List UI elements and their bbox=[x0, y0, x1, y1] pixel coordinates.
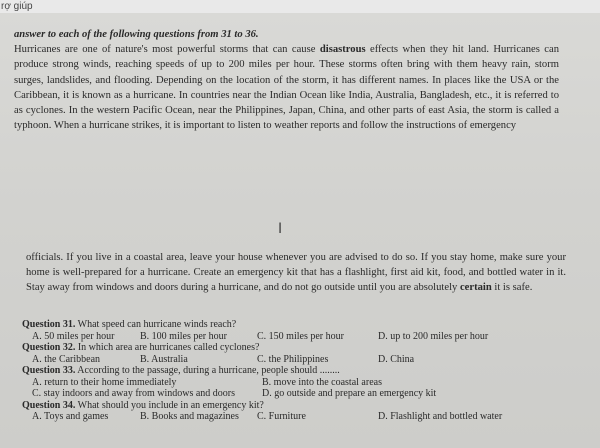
top-bar bbox=[0, 0, 600, 13]
option-b[interactable]: B. Australia bbox=[140, 353, 188, 365]
question-text: What speed can hurricane winds reach? bbox=[75, 319, 237, 330]
option-a[interactable]: A. the Caribbean bbox=[32, 353, 101, 365]
text-cursor-icon: I bbox=[278, 221, 283, 237]
options-33-row-1 bbox=[22, 377, 582, 389]
option-b[interactable]: B. 100 miles per hour bbox=[140, 330, 227, 342]
option-b[interactable]: B. Books and magazines bbox=[140, 411, 239, 422]
option-a[interactable]: A. Toys and games bbox=[32, 411, 109, 422]
passage-text: it is safe. bbox=[491, 282, 533, 294]
passage-paragraph-2 bbox=[26, 250, 566, 296]
question-32 bbox=[22, 342, 582, 354]
question-33 bbox=[22, 365, 582, 377]
option-b[interactable]: B. move into the coastal areas bbox=[262, 376, 382, 388]
passage-text: effects when they hit land. Hurricanes can produce strong winds, reaching speeds of up to 200 miles per hour. These storms often bring with them heavy rain, storm surges, landslides, and flooding. Depending on the location of the storm, it has different names. In places like the USA or the Caribbean, it is known as a hurricane. In countries near the Indian Ocean like India, Australia, Bangladesh, etc., it is referred to as cyclones. In the western Pacific Ocean, near the Philippines, Japan, China, and other parts of east Asia, the storm is called a typhoon. When a hurricane strikes, it is important to listen to weather reports and follow the instructions of emergency bbox=[14, 44, 559, 132]
passage-bold-word: certain bbox=[459, 282, 492, 294]
options-33-row-2 bbox=[22, 388, 582, 400]
question-number: Question 31. bbox=[22, 319, 76, 330]
passage-bold-word: disastrous bbox=[319, 44, 366, 56]
question-34 bbox=[22, 400, 582, 412]
question-text: According to the passage, during a hurricane, people should ........ bbox=[75, 365, 340, 376]
option-d[interactable]: D. up to 200 miles per hour bbox=[378, 330, 489, 342]
option-c[interactable]: C. Furniture bbox=[257, 411, 306, 422]
option-d[interactable]: D. China bbox=[378, 353, 415, 365]
question-number: Question 32. bbox=[22, 342, 76, 353]
question-number: Question 34. bbox=[22, 399, 76, 411]
worksheet-page bbox=[0, 13, 600, 448]
question-text: In which area are hurricanes called cyclones? bbox=[75, 342, 260, 353]
top-bar-text: rợ giúp bbox=[1, 1, 33, 12]
option-c[interactable]: C. the Philippines bbox=[257, 353, 329, 365]
instruction-heading: answer to each of the following questions from 31 to 36. bbox=[14, 29, 259, 40]
option-c[interactable]: C. 150 miles per hour bbox=[257, 330, 344, 342]
options-31 bbox=[22, 331, 582, 343]
question-31 bbox=[22, 319, 582, 331]
option-d[interactable]: D. Flashlight and bottled water bbox=[378, 411, 503, 422]
options-32 bbox=[22, 354, 582, 366]
passage-text: Hurricanes are one of nature's most powerful storms that can cause bbox=[14, 44, 320, 56]
question-text: What should you include in an emergency kit? bbox=[75, 399, 264, 411]
option-a[interactable]: A. 50 miles per hour bbox=[32, 330, 115, 342]
option-a[interactable]: A. return to their home immediately bbox=[32, 376, 177, 388]
option-c[interactable]: C. stay indoors and away from windows and doors bbox=[32, 388, 236, 399]
question-number: Question 33. bbox=[22, 365, 76, 376]
passage-text: officials. If you live in a coastal area, leave your house whenever you are advised to do so. If you stay home, make sure your home is well-prepared for a hurricane. Create an emergency kit that has a flashlight, first aid kit, food, and bottled water in it. Stay away from windows and doors during a hurricane, and do not go outside until you are absolutely bbox=[26, 252, 566, 294]
passage-paragraph-1 bbox=[14, 27, 559, 133]
question-list bbox=[22, 319, 582, 423]
options-34 bbox=[22, 411, 582, 423]
option-d[interactable]: D. go outside and prepare an emergency kit bbox=[262, 388, 437, 399]
